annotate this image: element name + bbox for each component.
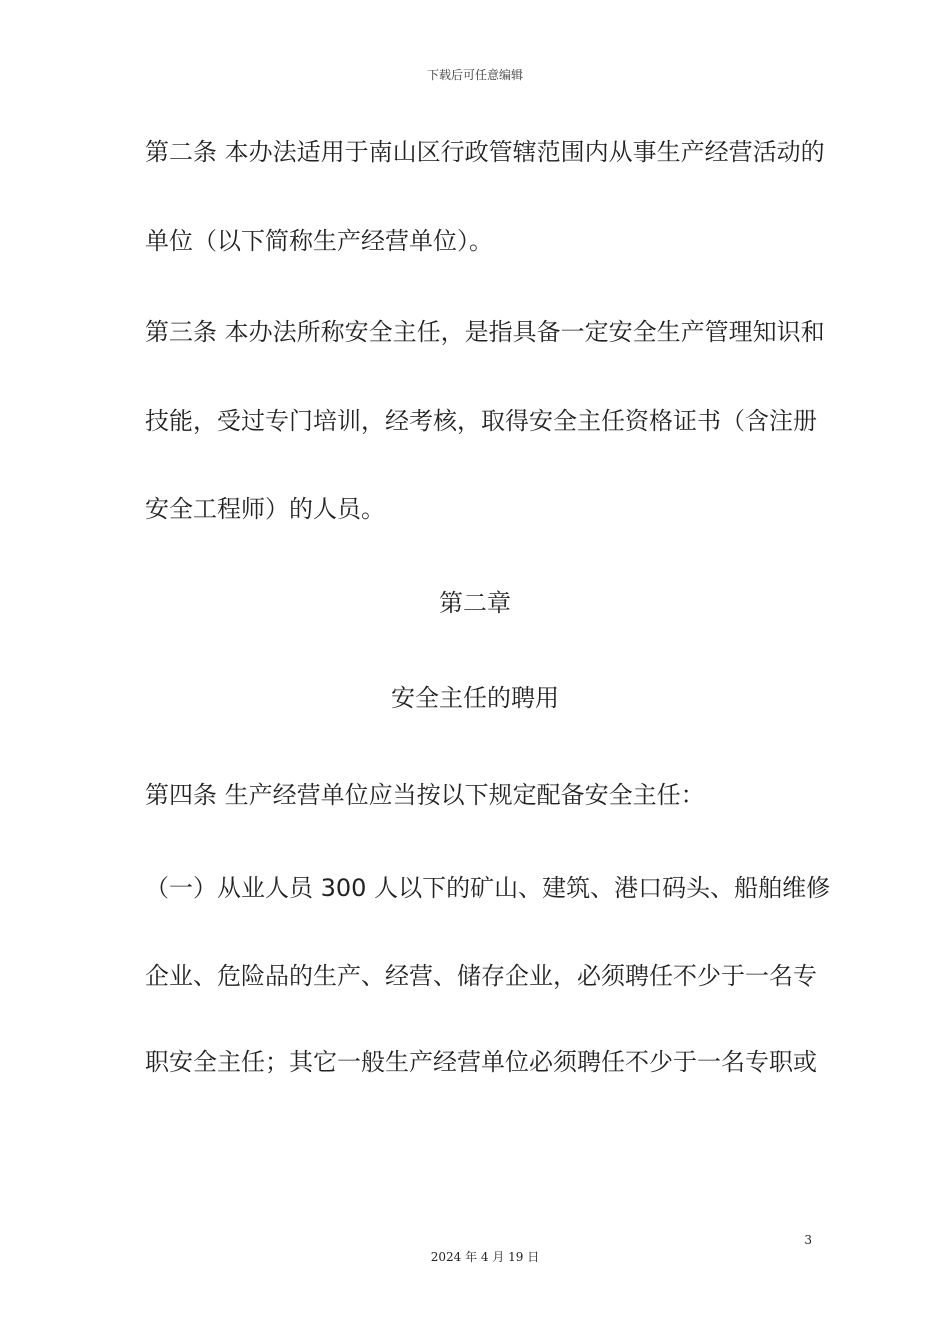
- article-4-item-1-line-2: 企业、危险品的生产、经营、储存企业，必须聘任不少于一名专: [145, 962, 817, 990]
- article-2-line-1: 第二条 本办法适用于南山区行政管辖范围内从事生产经营活动的: [145, 138, 825, 166]
- article-4-item-1-line-1: （一）从业人员 300 人以下的矿山、建筑、港口码头、船舶维修: [145, 874, 831, 902]
- article-4-item-1-line-3: 职安全主任；其它一般生产经营单位必须聘任不少于一名专职或: [145, 1048, 817, 1076]
- article-2-line-2: 单位（以下简称生产经营单位）。: [145, 227, 493, 255]
- chapter-number: 第二章: [439, 589, 511, 617]
- page-number: 3: [804, 1233, 812, 1247]
- chapter-title: 安全主任的聘用: [391, 684, 559, 712]
- article-3-line-3: 安全工程师）的人员。: [145, 495, 385, 523]
- article-3-line-2: 技能，受过专门培训，经考核，取得安全主任资格证书（含注册: [145, 407, 817, 435]
- footer-date: 2024 年 4 月 19 日: [430, 1250, 540, 1264]
- page-header: 下载后可任意编辑: [426, 68, 523, 82]
- article-4-line-1: 第四条 生产经营单位应当按以下规定配备安全主任：: [145, 781, 705, 809]
- article-3-line-1: 第三条 本办法所称安全主任，是指具备一定安全生产管理知识和: [145, 318, 825, 346]
